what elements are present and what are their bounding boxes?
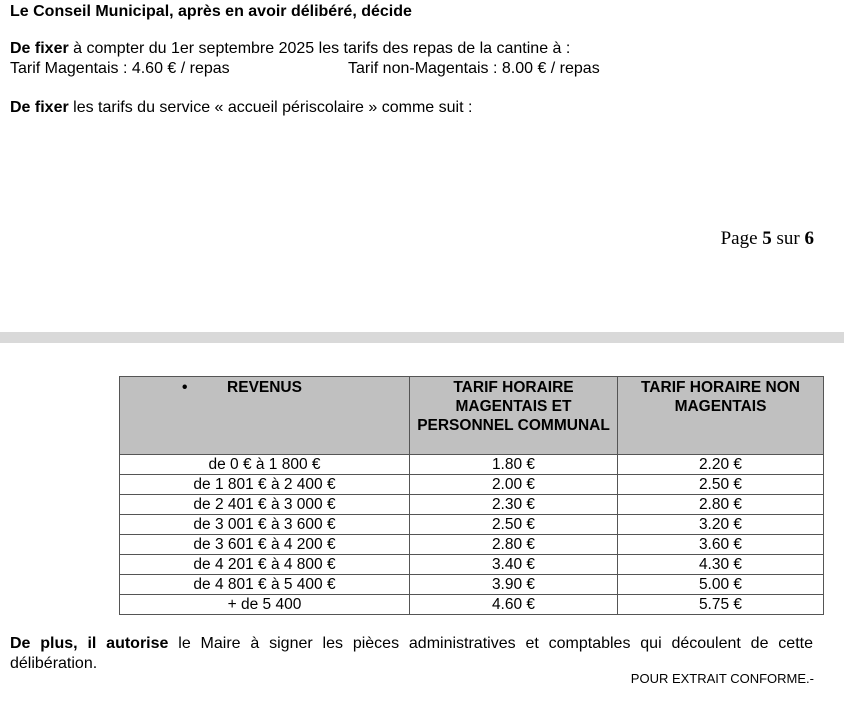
page-separator-word: sur xyxy=(776,228,800,249)
cell-revenus: de 1 801 € à 2 400 € xyxy=(120,475,410,495)
bullet-icon: • xyxy=(182,379,188,396)
cell-revenus: de 0 € à 1 800 € xyxy=(120,455,410,475)
cell-tarif-non-magentais: 3.60 € xyxy=(618,535,824,555)
table-header-row xyxy=(120,377,824,455)
cell-revenus: de 4 801 € à 5 400 € xyxy=(120,575,410,595)
header-tarif-non-magentais: TARIF HORAIRE NON MAGENTAIS xyxy=(618,377,824,455)
cantine-paragraph xyxy=(10,40,570,58)
table-row xyxy=(120,475,824,495)
closing-text: le Maire à signer les pièces administratives et comptables qui découlent de cette délibération. xyxy=(10,635,813,672)
table-row xyxy=(120,535,824,555)
table-row xyxy=(120,575,824,595)
page-break-divider xyxy=(0,332,844,343)
decision-heading: Le Conseil Municipal, après en avoir délibéré, décide xyxy=(10,3,412,20)
cell-tarif-non-magentais: 5.00 € xyxy=(618,575,824,595)
tarif-non-magentais: Tarif non-Magentais : 8.00 € / repas xyxy=(348,60,600,77)
cell-revenus: de 4 201 € à 4 800 € xyxy=(120,555,410,575)
table-row xyxy=(120,515,824,535)
cell-tarif-magentais: 3.90 € xyxy=(410,575,618,595)
cell-tarif-magentais: 2.80 € xyxy=(410,535,618,555)
header-revenus-label: REVENUS xyxy=(227,379,302,396)
cell-tarif-non-magentais: 4.30 € xyxy=(618,555,824,575)
tarif-magentais: Tarif Magentais : 4.60 € / repas xyxy=(10,60,230,77)
cell-tarif-non-magentais: 3.20 € xyxy=(618,515,824,535)
closing-paragraph xyxy=(10,634,813,674)
pour-extrait-conforme: POUR EXTRAIT CONFORME.- xyxy=(630,671,814,686)
cell-revenus: de 2 401 € à 3 000 € xyxy=(120,495,410,515)
cell-revenus: de 3 601 € à 4 200 € xyxy=(120,535,410,555)
cell-tarif-magentais: 1.80 € xyxy=(410,455,618,475)
cell-tarif-magentais: 2.50 € xyxy=(410,515,618,535)
table-row xyxy=(120,595,824,615)
cantine-lead: De fixer xyxy=(10,40,69,57)
page-current: 5 xyxy=(762,228,772,249)
periscolaire-tariff-table xyxy=(119,376,824,615)
cell-tarif-non-magentais: 2.20 € xyxy=(618,455,824,475)
cell-tarif-magentais: 2.30 € xyxy=(410,495,618,515)
header-revenus xyxy=(120,377,410,455)
page-label: Page xyxy=(720,228,758,249)
page-total: 6 xyxy=(804,228,814,249)
cell-tarif-magentais: 3.40 € xyxy=(410,555,618,575)
page-number xyxy=(721,228,814,250)
table-row xyxy=(120,455,824,475)
cell-tarif-magentais: 2.00 € xyxy=(410,475,618,495)
periscolaire-lead: De fixer xyxy=(10,99,69,116)
periscolaire-text: les tarifs du service « accueil périscolaire » comme suit : xyxy=(73,99,473,116)
cell-revenus: + de 5 400 xyxy=(120,595,410,615)
cell-tarif-non-magentais: 2.80 € xyxy=(618,495,824,515)
cantine-text: à compter du 1er septembre 2025 les tarifs des repas de la cantine à : xyxy=(73,40,571,57)
cell-tarif-non-magentais: 2.50 € xyxy=(618,475,824,495)
cell-tarif-magentais: 4.60 € xyxy=(410,595,618,615)
table-row xyxy=(120,555,824,575)
cell-revenus: de 3 001 € à 3 600 € xyxy=(120,515,410,535)
cell-tarif-non-magentais: 5.75 € xyxy=(618,595,824,615)
header-tarif-magentais: TARIF HORAIRE MAGENTAIS ET PERSONNEL COMMUNAL xyxy=(410,377,618,455)
closing-lead: De plus, il autorise xyxy=(10,635,169,652)
table-row xyxy=(120,495,824,515)
periscolaire-paragraph xyxy=(10,99,472,117)
